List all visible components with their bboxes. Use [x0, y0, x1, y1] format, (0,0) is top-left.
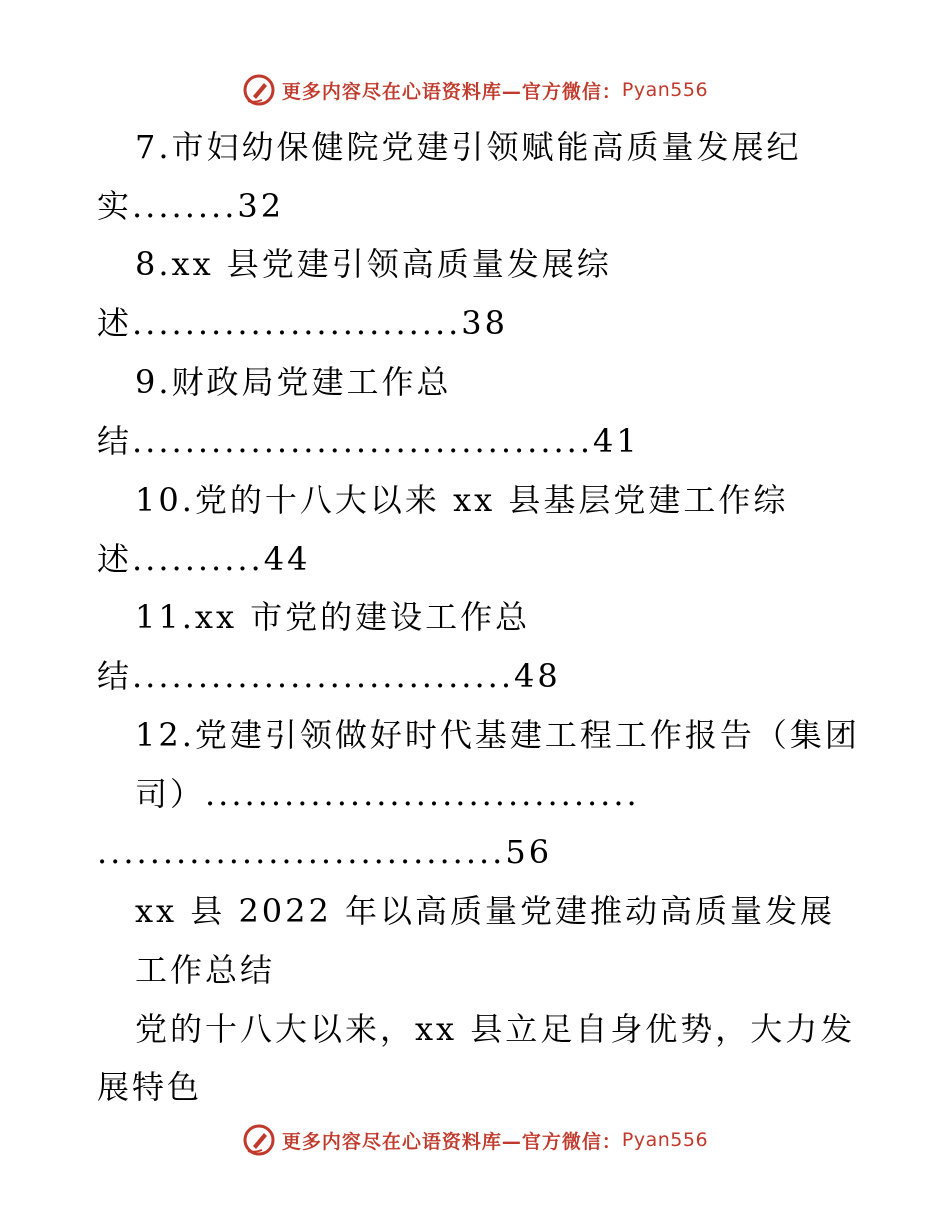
banner-account: Pyan556 [621, 1129, 709, 1151]
banner-text: 更多内容尽在心语资料库—官方微信： [281, 1130, 622, 1153]
toc-entry-11-page: 结.............................48 [97, 657, 561, 695]
body-paragraph-cont: 展特色 [97, 1068, 203, 1106]
footer-watermark-banner [0, 1120, 950, 1160]
pen-circle-logo [242, 73, 276, 107]
article-title-cont: 工作总结 [135, 951, 276, 989]
toc-entry-8-page: 述.........................38 [97, 304, 509, 342]
body-paragraph: 党的十八大以来，xx 县立足自身优势，大力发 [135, 1010, 856, 1048]
toc-entry-9-page: 结...................................41 [97, 422, 640, 460]
toc-entry-12-page: ...............................56 [97, 833, 553, 871]
toc-entry-10-page: 述..........44 [97, 540, 311, 578]
header-watermark-banner [0, 70, 950, 110]
article-title: xx 县 2022 年以高质量党建推动高质量发展 [135, 892, 836, 930]
banner-text: 更多内容尽在心语资料库—官方微信： [281, 80, 622, 103]
pen-circle-logo [242, 1123, 276, 1157]
toc-entry-10: 10.党的十八大以来 xx 县基层党建工作综 [135, 481, 789, 519]
toc-entry-7-page: 实........32 [97, 187, 285, 225]
toc-entry-12-cont: 司）................................. [135, 775, 640, 813]
toc-entry-9: 9.财政局党建工作总 [135, 363, 452, 401]
toc-entry-7: 7.市妇幼保健院党建引领赋能高质量发展纪 [135, 128, 802, 166]
toc-entry-8: 8.xx 县党建引领高质量发展综 [135, 245, 612, 283]
toc-entry-12: 12.党建引领做好时代基建工程工作报告（集团 [135, 716, 860, 754]
banner-account: Pyan556 [621, 79, 709, 101]
toc-entry-11: 11.xx 市党的建设工作总 [135, 598, 531, 636]
